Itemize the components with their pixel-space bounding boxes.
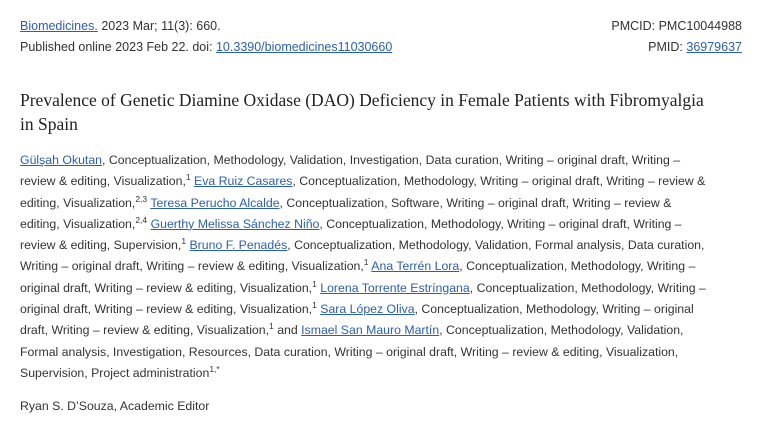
- author-link[interactable]: Ismael San Mauro Martín: [301, 323, 440, 338]
- affiliation-ref[interactable]: 1: [312, 299, 317, 310]
- article-title: Prevalence of Genetic Diamine Oxidase (DAO) Deficiency in Female Patients with Fibromyalgia in Spain: [20, 90, 704, 134]
- author-link[interactable]: Teresa Perucho Alcalde: [150, 195, 280, 210]
- citation-line: [20, 16, 221, 36]
- pmcid: PMCID: PMC10044988: [611, 19, 742, 33]
- issue-text: 2023 Mar; 11(3): 660.: [101, 19, 221, 33]
- author-roles: , Conceptualization, Methodology, Writing – original draft, Writing – review & editing, Visualization,: [20, 174, 706, 210]
- academic-editor: Ryan S. D’Souza, Academic Editor: [20, 399, 210, 414]
- affiliation-ref[interactable]: 1,*: [209, 363, 220, 374]
- citation-row-2: [20, 37, 742, 58]
- author-link[interactable]: Sara López Oliva: [320, 302, 415, 317]
- affiliation-ref[interactable]: 1: [363, 257, 369, 268]
- author-link[interactable]: Eva Ruiz Casares: [194, 174, 293, 189]
- author-roles: , Conceptualization, Software, Writing – original draft, Writing – review & editing, Visualization,: [20, 195, 672, 231]
- affiliation-ref[interactable]: 1: [185, 172, 191, 183]
- journal-link[interactable]: Biomedicines.: [20, 19, 98, 33]
- author-link[interactable]: Ana Terrén Lora: [371, 259, 460, 274]
- and-text: and: [277, 323, 298, 338]
- author-link[interactable]: Guerthy Melissa Sánchez Niño: [150, 216, 320, 231]
- doi-link[interactable]: 10.3390/biomedicines11030660: [215, 40, 393, 54]
- pmid-link[interactable]: 36979637: [686, 40, 742, 54]
- author-link[interactable]: Gülşah Okutan: [20, 153, 103, 167]
- author-roles: , Conceptualization, Methodology, Writing – original draft, Writing – review & editing, Visualization,: [20, 280, 706, 317]
- author-roles: , Conceptualization, Methodology, Validation, Investigation, Data curation, Writing – original draft, Writing – review & editing, Visualization,: [20, 153, 681, 189]
- author-link[interactable]: Lorena Torrente Estríngana: [320, 280, 470, 295]
- affiliation-ref[interactable]: 2,4: [135, 214, 148, 225]
- affiliation-ref[interactable]: 2,3: [135, 193, 148, 204]
- author-roles: , Conceptualization, Methodology, Writing – original draft, Writing – review & editing, Visualization,: [20, 302, 694, 338]
- published-line: [20, 37, 392, 57]
- author-roles: , Conceptualization, Methodology, Validation, Formal analysis, Data curation, Writing – original draft, Writing – review & editing, Visualization,: [20, 238, 705, 274]
- published-text: Published online 2023 Feb 22. doi:: [20, 40, 216, 54]
- pmid: [648, 37, 742, 57]
- author-roles: , Conceptualization, Methodology, Validation, Formal analysis, Investigation, Resources, Data curation, Writing – original draft, Writing – review & editing, Visualization, Supervision, Project administration: [20, 323, 684, 380]
- author-list: [20, 150, 710, 384]
- citation-row-1: [20, 16, 742, 37]
- affiliation-ref[interactable]: 1: [312, 278, 317, 289]
- citation-block: [20, 0, 742, 58]
- affiliation-ref[interactable]: 1: [181, 236, 187, 247]
- author-link[interactable]: Bruno F. Penadés: [189, 238, 288, 253]
- author-roles: , Conceptualization, Methodology, Writing – original draft, Writing – review & editing, Supervision,: [20, 216, 682, 253]
- author-roles: , Conceptualization, Methodology, Writing – original draft, Writing – review & editing, Visualization,: [20, 259, 696, 295]
- affiliation-ref[interactable]: 1: [269, 321, 274, 332]
- pmid-label: PMID:: [648, 40, 687, 54]
